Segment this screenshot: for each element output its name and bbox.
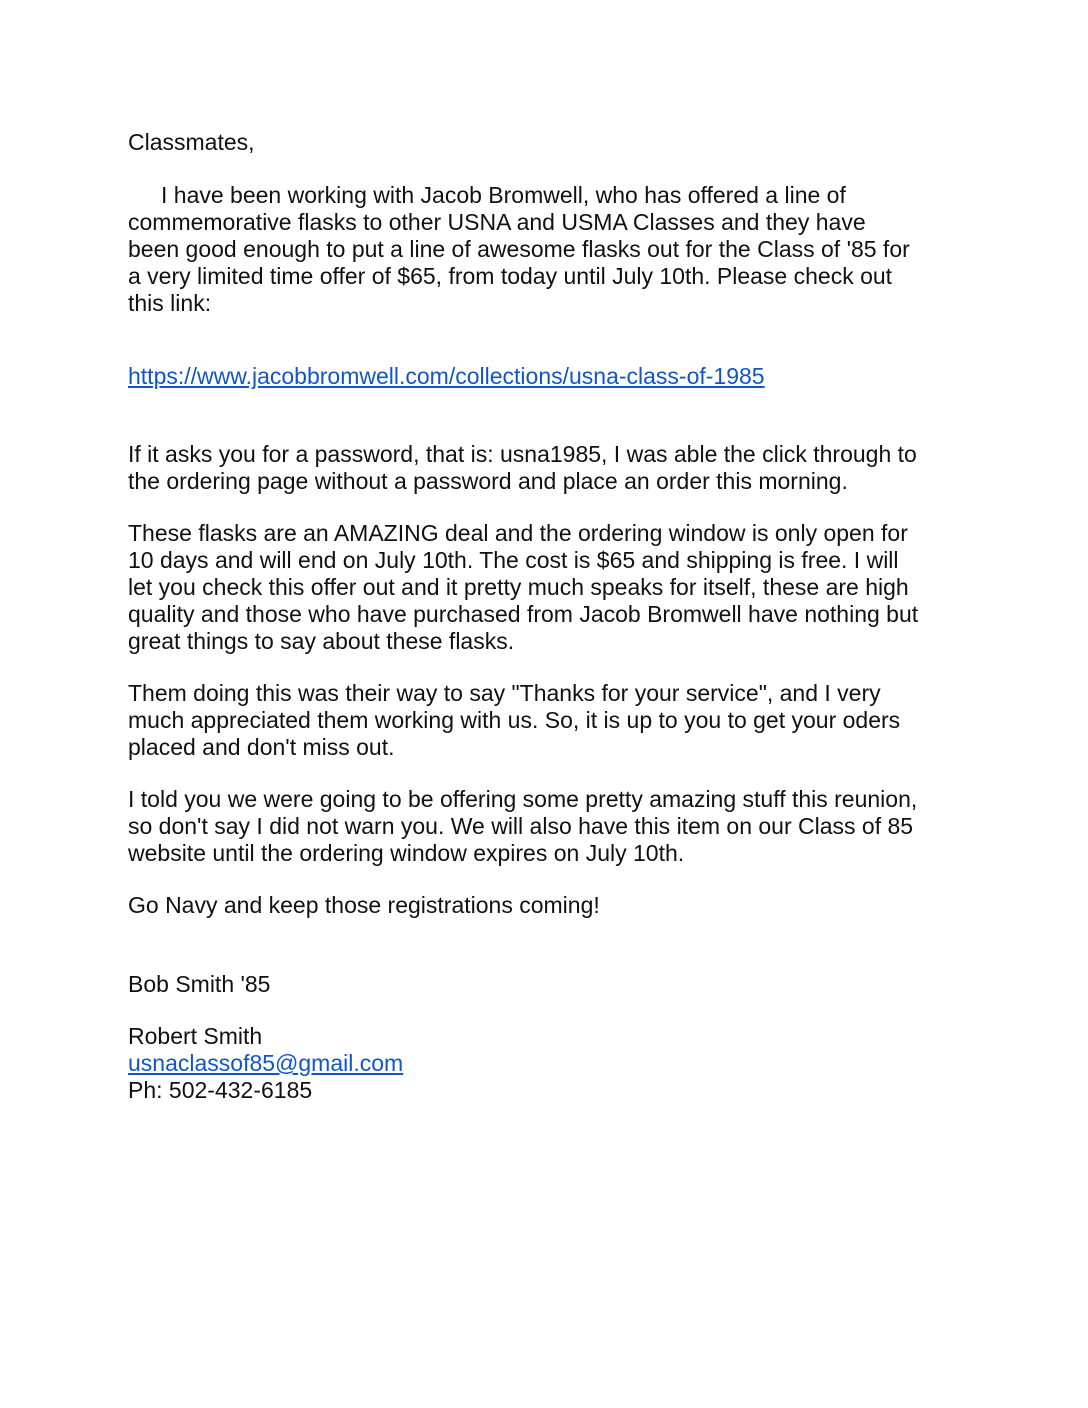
intro-line: I have been working with Jacob Bromwell, who has offered a line of: [161, 182, 846, 208]
reunion-line: I told you we were going to be offering some pretty amazing stuff this reunion,: [128, 786, 918, 812]
email-link[interactable]: usnaclassof85@gmail.com: [128, 1050, 404, 1076]
phone-number: Ph: 502-432-6185: [128, 1077, 313, 1103]
deal-line: quality and those who have purchased from Jacob Bromwell have nothing but: [128, 601, 919, 627]
reunion-line: website until the ordering window expires on July 10th.: [128, 840, 685, 866]
password-line: the ordering page without a password and place an order this morning.: [128, 468, 848, 494]
signature-block: [128, 1023, 968, 1104]
deal-line: great things to say about these flasks.: [128, 628, 515, 654]
signature-name: Robert Smith: [128, 1023, 263, 1049]
letter-page: [128, 129, 968, 1104]
intro-line: commemorative flasks to other USNA and USMA Classes and they have: [128, 209, 866, 235]
closing-line: Go Navy and keep those registrations coming!: [128, 892, 600, 918]
deal-line: 10 days and will end on July 10th. The cost is $65 and shipping is free. I will: [128, 547, 899, 573]
intro-line: this link:: [128, 290, 212, 316]
intro-line: been good enough to put a line of awesome flasks out for the Class of '85 for: [128, 236, 910, 262]
intro-paragraph: [128, 182, 968, 317]
greeting: Classmates,: [128, 129, 255, 155]
password-line: If it asks you for a password, that is: usna1985, I was able the click through to: [128, 441, 917, 467]
link-paragraph: [128, 363, 968, 390]
reunion-paragraph: [128, 786, 968, 867]
thanks-line: placed and don't miss out.: [128, 734, 395, 760]
collection-link[interactable]: https://www.jacobbromwell.com/collections/usna-class-of-1985: [128, 363, 765, 389]
thanks-line: Them doing this was their way to say "Thanks for your service", and I very: [128, 680, 881, 706]
password-paragraph: [128, 441, 968, 495]
thanks-line: much appreciated them working with us. So, it is up to you to get your oders: [128, 707, 901, 733]
thanks-paragraph: [128, 680, 968, 761]
deal-paragraph: [128, 520, 968, 655]
intro-line: a very limited time offer of $65, from today until July 10th. Please check out: [128, 263, 893, 289]
deal-line: These flasks are an AMAZING deal and the ordering window is only open for: [128, 520, 908, 546]
reunion-line: so don't say I did not warn you. We will also have this item on our Class of 85: [128, 813, 914, 839]
deal-line: let you check this offer out and it pretty much speaks for itself, these are high: [128, 574, 909, 600]
signoff: Bob Smith '85: [128, 971, 271, 997]
